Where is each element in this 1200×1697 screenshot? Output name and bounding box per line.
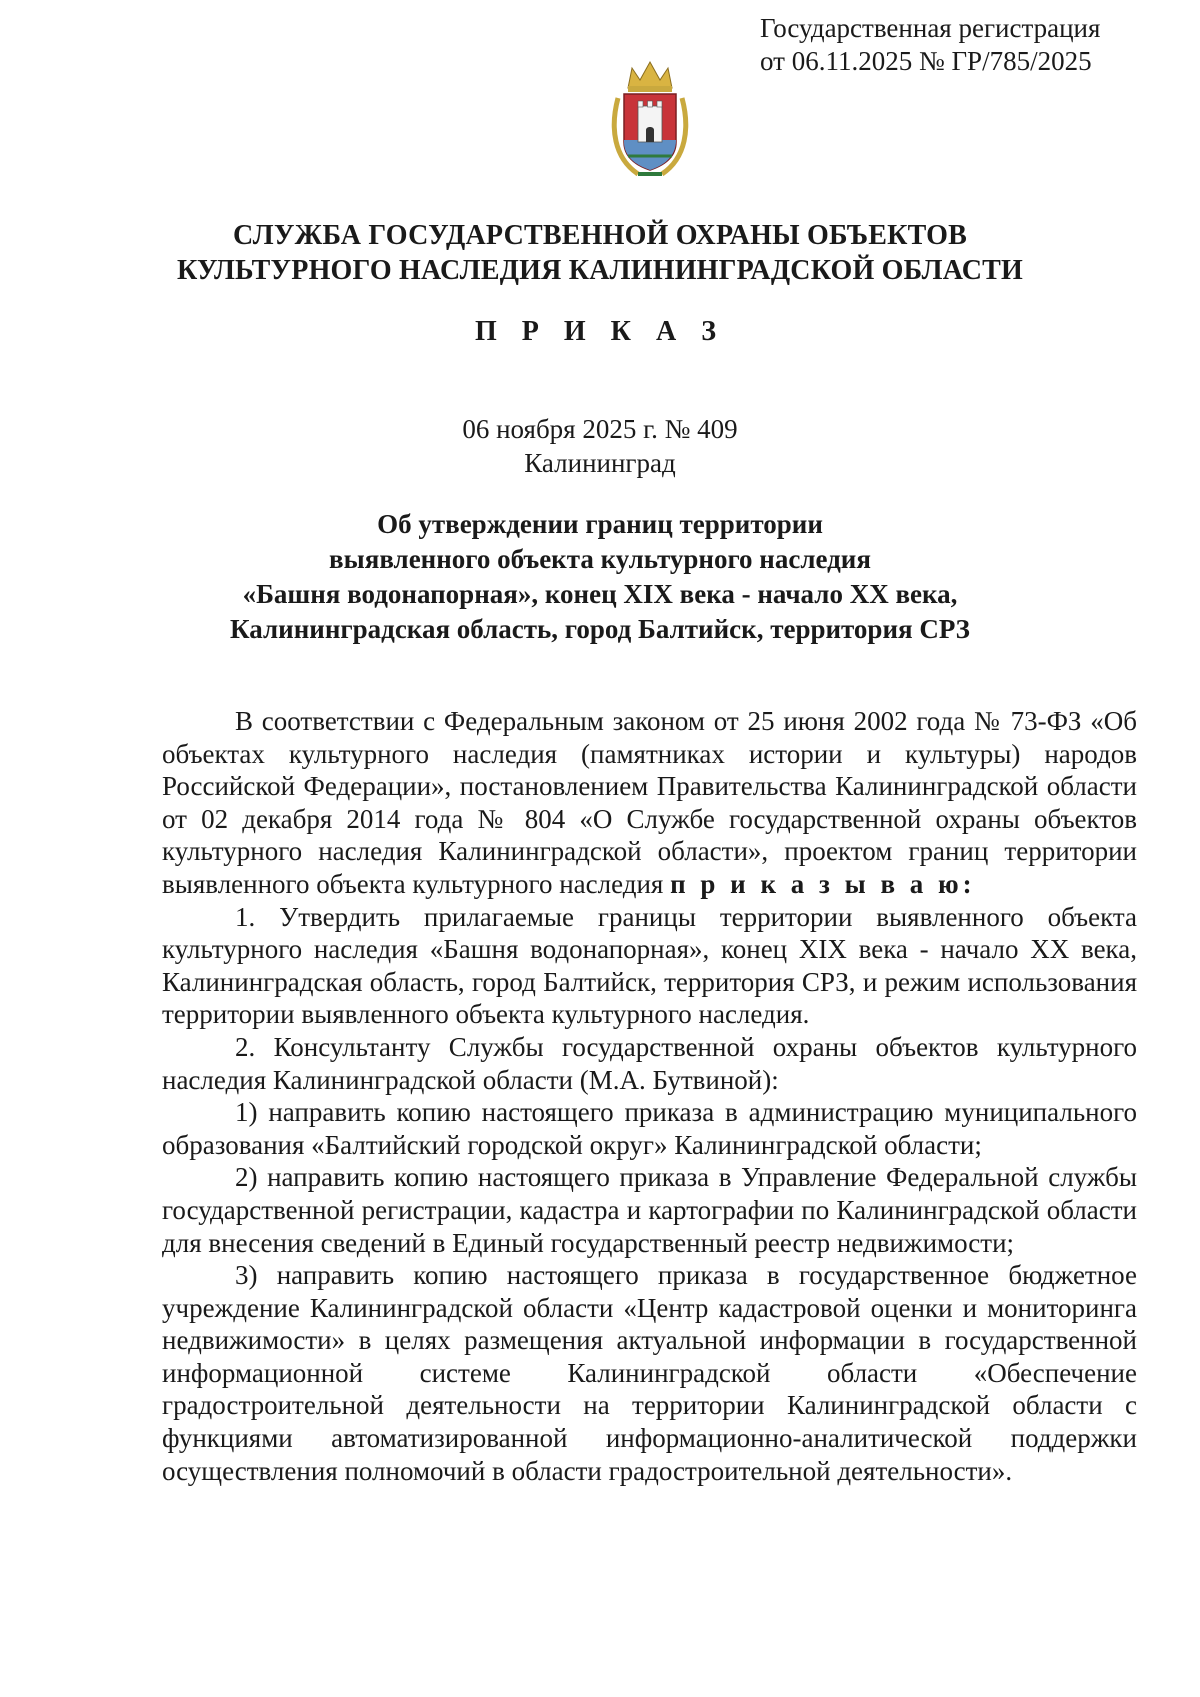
city: Калининград [524, 448, 676, 478]
subitem-3: 3) направить копию настоящего приказа в государственное бюджетное учреждение Калининградской области «Центр кадастровой оценки и мониторинга недвижимости» в целях размещения актуальной информации в государственной информационной системе Калининградской области «Обеспечение градостроительной деятельности на территории Калининградской области с функциями автоматизированной информационно-аналитической поддержки осуществления полномочий в области градостроительной деятельности». [162, 1260, 1137, 1486]
subitem-1: 1) направить копию настоящего приказа в администрацию муниципального образования «Балтийский городской округ» Калининградской области; [162, 1097, 1137, 1160]
title-line-3: «Башня водонапорная», конец XIX века - начало XX века, [242, 579, 958, 609]
preamble-text: В соответствии с Федеральным законом от 25 июня 2002 года № 73-ФЗ «Об объектах культурного наследия (памятниках истории и культуры) народов Российской Федерации», постановлением Правительства Калининградской области от 02 декабря 2014 года № 804 «О Службе государственной охраны объектов культурного наследия Калининградской области», проектом границ территории выявленного объекта культурного наследия [162, 706, 1137, 899]
document-body [162, 705, 1137, 1487]
registration-line-2: от 06.11.2025 № ГР/785/2025 [760, 46, 1092, 76]
preamble-paragraph [162, 705, 1137, 901]
document-type: П Р И К А З [475, 316, 725, 347]
title-line-4: Калининградская область, город Балтийск, территория СРЗ [230, 614, 970, 644]
decree-word: п р и к а з ы в а ю: [670, 868, 976, 899]
date-number: 06 ноября 2025 г. № 409 [462, 414, 738, 444]
title-line-1: Об утверждении границ территории [377, 509, 823, 539]
item-1: 1. Утвердить прилагаемые границы территории выявленного объекта культурного наследия «Башня водонапорная», конец XIX века - начало XX века, Калининградская область, город Балтийск, территория СРЗ, и режим использования территории выявленного объекта культурного наследия. [162, 901, 1137, 1030]
date-block [0, 412, 1200, 480]
title-line-2: выявленного объекта культурного наследия [329, 544, 871, 574]
registration-stamp [760, 12, 1180, 78]
registration-line-1: Государственная регистрация [760, 13, 1101, 43]
kaliningrad-coat-of-arms-icon [608, 58, 692, 180]
item-2: 2. Консультанту Службы государственной охраны объектов культурного наследия Калининградской области (М.А. Бутвиной): [162, 1031, 1137, 1095]
subitem-2: 2) направить копию настоящего приказа в Управление Федеральной службы государственной регистрации, кадастра и картографии по Калининградской области для внесения сведений в Единый государственный реестр недвижимости; [162, 1162, 1137, 1258]
organization-name [0, 218, 1200, 288]
organization-line-2: КУЛЬТУРНОГО НАСЛЕДИЯ КАЛИНИНГРАДСКОЙ ОБЛАСТИ [176, 255, 1024, 286]
organization-line-1: СЛУЖБА ГОСУДАРСТВЕННОЙ ОХРАНЫ ОБЪЕКТОВ [233, 220, 967, 251]
document-title [0, 507, 1200, 647]
